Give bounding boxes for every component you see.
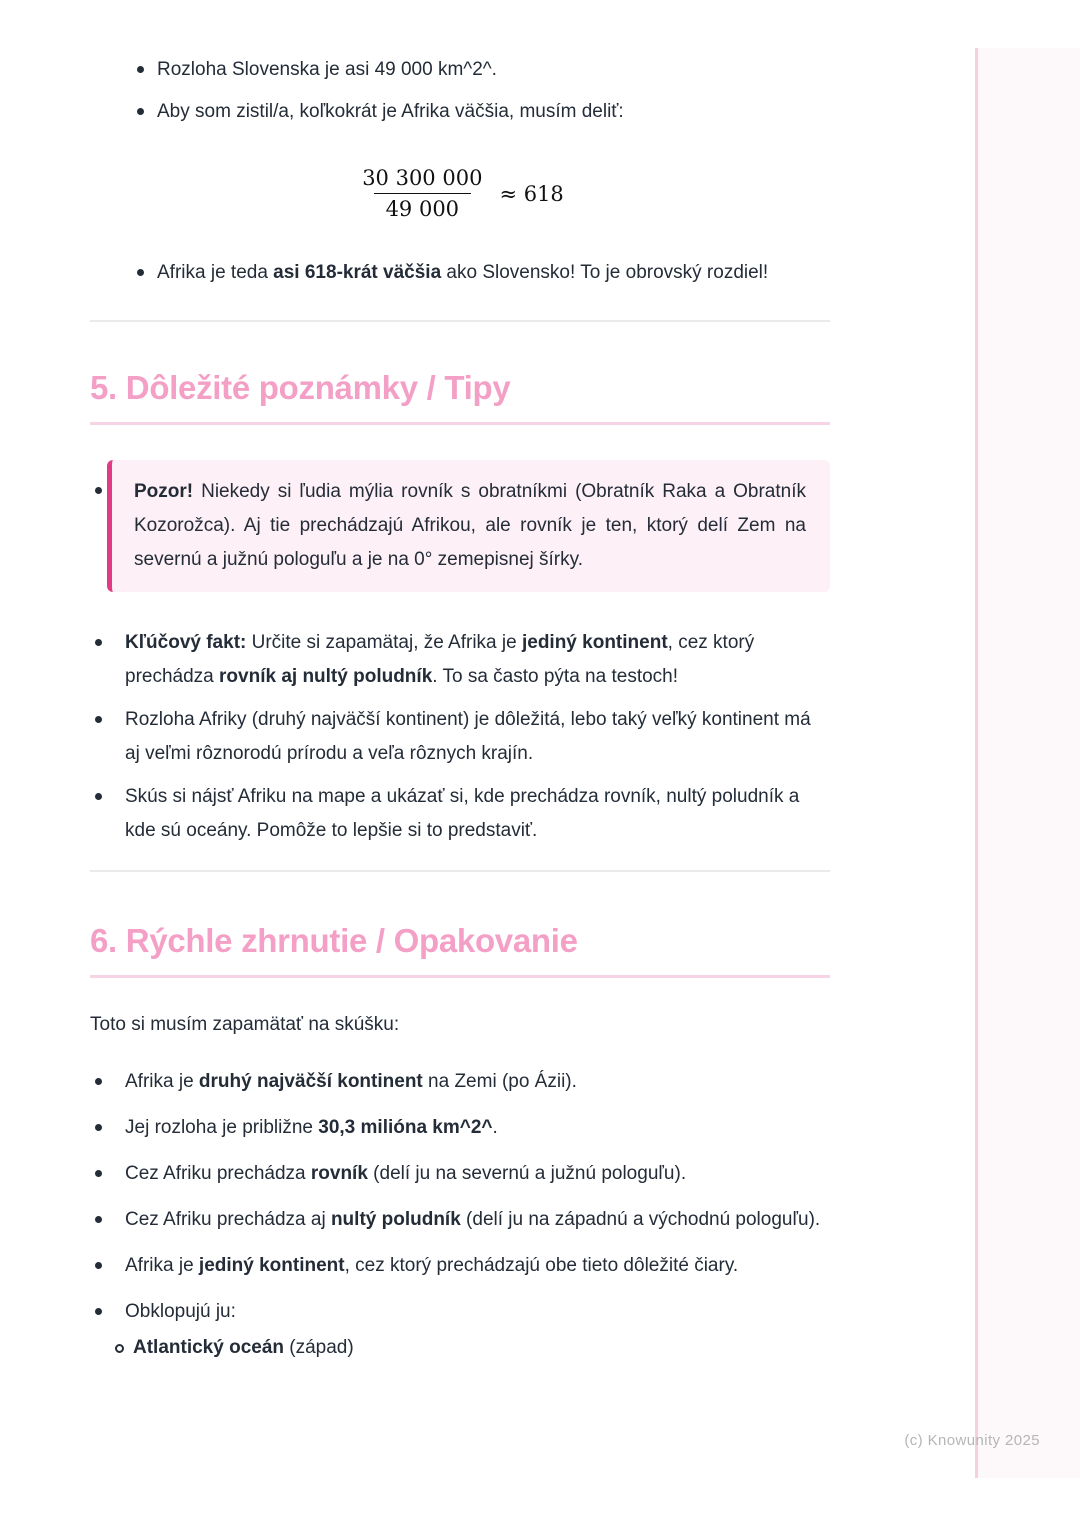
watermark: (c) Knowunity 2025 (904, 1432, 1040, 1449)
conclusion-list (90, 256, 830, 290)
list-item: Cez Afriku prechádza aj nultý poludník (delí ju na západnú a východnú pologuľu). (90, 1203, 830, 1237)
page-right-tint (978, 48, 1080, 1478)
list-item: Jej rozloha je približne 30,3 milióna km^2^. (90, 1111, 830, 1145)
list-item: Aby som zistil/a, koľkokrát je Afrika väčšia, musím deliť: (90, 95, 830, 129)
list-item: Rozloha Afriky (druhý najväčší kontinent) je dôležitá, lebo taký veľký kontinent má aj veľmi rôznorodú prírodu a veľa rôznych krajín. (90, 703, 830, 771)
document-content (90, 0, 830, 1377)
list-item: Afrika je jediný kontinent, cez ktorý prechádzajú obe tieto dôležité čiary. (90, 1249, 830, 1283)
list-item: Afrika je druhý najväčší kontinent na Zemi (po Ázii). (90, 1065, 830, 1099)
list-item-text: Obklopujú ju: (125, 1301, 236, 1322)
math-formula (90, 165, 830, 222)
list-item (90, 1295, 830, 1365)
section-5-list (90, 460, 830, 848)
fraction (356, 165, 488, 222)
formula-result: ≈ 618 (499, 181, 564, 206)
sublist-item: Atlantický oceán (západ) (90, 1331, 830, 1365)
callout-text: Pozor! Niekedy si ľudia mýlia rovník s obratníkmi (Obratník Raka a Obratník Kozorožca). Aj tie prechádzajú Afrikou, ale rovník je ten, ktorý delí Zem na severnú a južnú pologuľu a je na 0° zemepisnej šírky. (134, 481, 806, 570)
section-6-intro: Toto si musím zapamätať na skúšku: (90, 1014, 400, 1035)
section-6-title: 6. Rýchle zhrnutie / Opakovanie (90, 922, 578, 959)
heading-underline (90, 975, 830, 978)
fraction-numerator: 30 300 000 (362, 166, 483, 190)
heading-underline (90, 422, 830, 425)
fraction-denominator: 49 000 (374, 193, 471, 222)
ocean-sublist (90, 1331, 830, 1365)
page-edge-line (975, 48, 978, 1478)
list-item: Skús si nájsť Afriku na mape a ukázať si, kde prechádza rovník, nultý poludník a kde sú oceány. Pomôže to lepšie si to predstaviť. (90, 780, 830, 848)
callout-pozor (107, 460, 830, 592)
list-item (90, 460, 830, 592)
list-item: Rozloha Slovenska je asi 49 000 km^2^. (90, 53, 830, 87)
section-6-list (90, 1065, 830, 1365)
list-item: Kľúčový fakt: Určite si zapamätaj, že Afrika je jediný kontinent, cez ktorý prechádza rovník aj nultý poludník. To sa často pýta na testoch! (90, 626, 830, 694)
intro-list (90, 53, 830, 129)
list-item: Afrika je teda asi 618-krát väčšia ako Slovensko! To je obrovský rozdiel! (90, 256, 830, 290)
section-divider (90, 870, 830, 872)
section-5-title: 5. Dôležité poznámky / Tipy (90, 369, 511, 406)
list-item: Cez Afriku prechádza rovník (delí ju na severnú a južnú pologuľu). (90, 1157, 830, 1191)
section-divider (90, 320, 830, 322)
